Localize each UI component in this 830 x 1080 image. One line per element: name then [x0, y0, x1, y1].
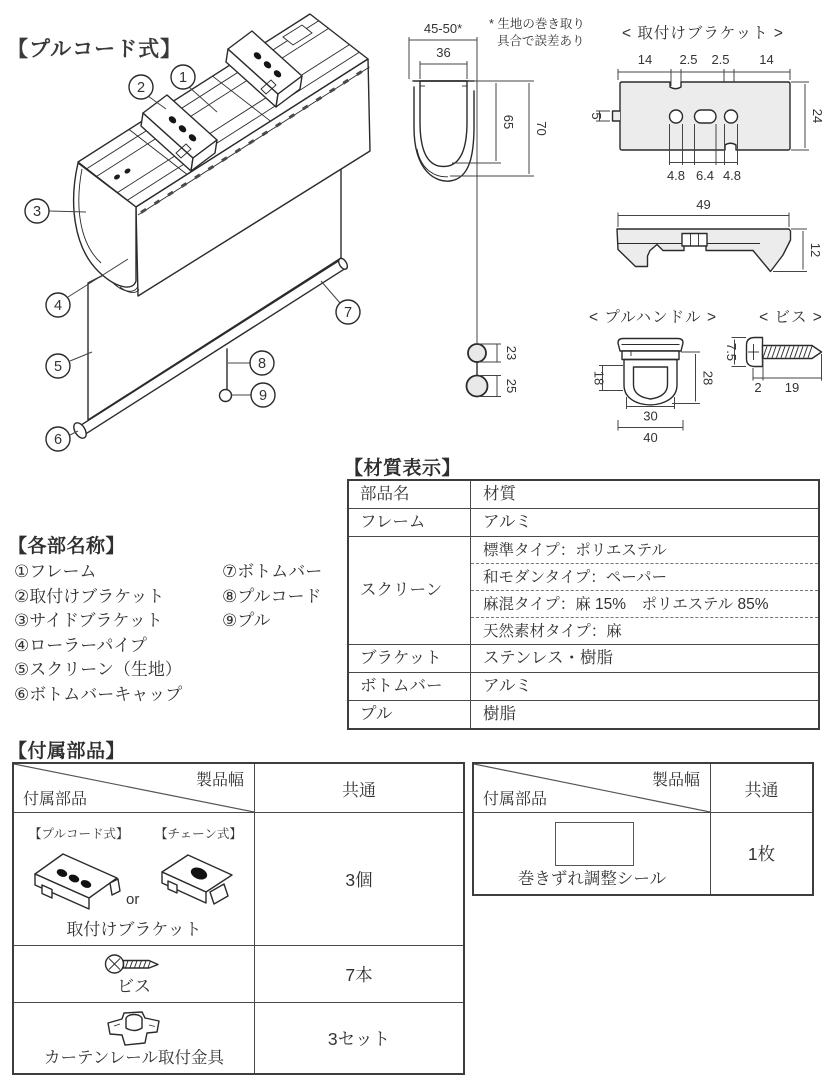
materials-title: 【材質表示】 — [344, 458, 462, 479]
material-value: ステンレス・樹脂 — [470, 645, 818, 672]
header-common: 共通 — [342, 780, 376, 800]
accessory-qty: 3個 — [345, 869, 373, 890]
table-row — [349, 508, 818, 536]
materials-col-material-header: 材質 — [470, 481, 818, 508]
header-product-width: 製品幅 — [651, 772, 700, 789]
accessory-qty: 1枚 — [747, 844, 776, 864]
accessories-title: 【付属部品】 — [8, 741, 126, 762]
callout-6 — [46, 427, 78, 451]
dim-pull-bottom: 25 — [504, 378, 519, 394]
accessory-label: ビス — [117, 977, 151, 996]
materials-table — [347, 479, 820, 730]
dim-h-30: 30 — [643, 408, 658, 424]
pull-handle-title: < プルハンドル > — [588, 309, 718, 326]
callout-3-label: 3 — [32, 204, 42, 220]
accessory-label: 取付けブラケット — [66, 920, 202, 939]
winding-note-line1: * 生地の巻き取り — [489, 17, 585, 31]
dim-b-side-height: 12 — [808, 242, 823, 258]
part-name-item: ⑨プル — [222, 611, 271, 630]
dim-h-40: 40 — [643, 430, 658, 445]
chain-bracket-icon — [152, 847, 240, 911]
dim-inner-width: 36 — [436, 45, 451, 60]
material-part: スクリーン — [360, 581, 443, 599]
bracket-side-tab — [613, 111, 621, 121]
header-product-width: 製品幅 — [195, 772, 244, 789]
bracket-hole-right — [725, 110, 738, 123]
screw-title: < ビス > — [759, 309, 823, 326]
callout-5-label: 5 — [53, 359, 63, 375]
cord-stopper-bottom — [467, 376, 488, 397]
dim-b-25b: 2.5 — [711, 52, 730, 67]
screen-variant: 和モダンタイプ：ペーパー — [471, 563, 818, 590]
bracket-hole-left — [670, 110, 683, 123]
part-names-left-column — [14, 560, 182, 707]
callout-1-label: 1 — [178, 70, 188, 86]
adjustment-sticker-icon — [555, 822, 634, 866]
part-name-item: ⑤スクリーン（生地） — [14, 660, 182, 679]
diagonal-header-cell — [474, 764, 711, 812]
dim-b-height: 24 — [810, 108, 825, 124]
dim-b-64: 6.4 — [695, 168, 715, 183]
accessories-header — [14, 764, 463, 812]
variant-label-pull-cord: 【プルコード式】 — [29, 827, 129, 841]
mounting-bracket-title: < 取付けブラケット > — [622, 25, 784, 42]
materials-header-row — [349, 481, 818, 508]
callout-8-label: 8 — [257, 356, 267, 372]
header-common: 共通 — [744, 780, 779, 800]
dim-h-18: 18 — [591, 370, 607, 386]
part-name-item: ③サイドブラケット — [14, 611, 163, 630]
accessory-qty: 3セット — [327, 1028, 391, 1049]
material-part: ブラケット — [360, 649, 442, 667]
pull-cord-type-title: 【プルコード式】 — [7, 38, 183, 61]
accessory-row-rail-fitting — [14, 1002, 463, 1073]
dim-b-14a: 14 — [637, 52, 653, 67]
accessories-header — [474, 764, 812, 812]
accessory-item-cell — [14, 946, 255, 1002]
dim-overall-width: 45-50* — [423, 21, 463, 36]
accessory-label: 巻きずれ調整シール — [517, 870, 667, 888]
mounting-bracket-drawing — [589, 24, 825, 272]
accessory-item-cell — [474, 813, 711, 894]
part-name-item: ⑦ボトムバー — [222, 562, 323, 581]
accessories-table-right — [472, 762, 814, 896]
table-row — [349, 672, 818, 700]
dim-s-2: 2 — [754, 380, 762, 395]
dim-b-48b: 4.8 — [722, 168, 742, 183]
screen-variant: 麻混タイプ：麻 15% ポリエステル 85% — [471, 590, 818, 617]
table-row — [349, 644, 818, 672]
bracket-slot — [695, 110, 717, 123]
accessory-item-cell — [14, 813, 255, 945]
dim-height-outer: 70 — [534, 121, 549, 136]
accessory-row-sticker — [474, 812, 812, 894]
material-value: アルミ — [470, 673, 818, 700]
pull-cord-bracket-icon — [26, 845, 129, 913]
callout-2-label: 2 — [136, 80, 146, 96]
accessories-table-left — [12, 762, 465, 1075]
accessory-row-bracket — [14, 812, 463, 945]
accessory-qty: 7本 — [345, 964, 373, 985]
dim-s-75: 7.5 — [724, 342, 739, 362]
material-part: プル — [360, 705, 393, 723]
header-accessory-parts: 付属部品 — [23, 791, 88, 808]
accessory-row-screw — [14, 945, 463, 1002]
header-accessory-parts: 付属部品 — [483, 791, 548, 808]
callout-5 — [46, 352, 92, 378]
callout-9-label: 9 — [258, 388, 268, 404]
screen-variants — [470, 537, 818, 644]
screw-drawing — [724, 309, 823, 395]
table-row-screen — [349, 536, 818, 644]
curtain-rail-fitting-icon — [102, 1007, 166, 1049]
winding-note-line2: 具合で誤差あり — [497, 34, 585, 48]
callout-8 — [228, 351, 274, 375]
screen-variant: 天然素材タイプ：麻 — [471, 617, 818, 644]
part-names-title: 【各部名称】 — [8, 536, 126, 557]
materials-col-part-header: 部品名 — [360, 485, 410, 503]
part-name-item: ⑧プルコード — [222, 586, 322, 606]
dim-b-25a: 2.5 — [679, 52, 698, 67]
dim-b-14b: 14 — [759, 52, 774, 67]
table-row — [349, 700, 818, 728]
callout-7-label: 7 — [343, 305, 353, 321]
part-name-item: ①フレーム — [14, 562, 97, 581]
callout-7 — [321, 281, 360, 324]
accessory-label: カーテンレール取付金具 — [44, 1049, 224, 1067]
callout-9 — [232, 383, 275, 407]
or-label: or — [126, 891, 140, 908]
diagonal-header-cell — [14, 764, 255, 812]
material-part: ボトムバー — [360, 677, 443, 695]
part-name-item: ④ローラーパイプ — [14, 635, 147, 655]
callout-6-label: 6 — [53, 432, 63, 448]
accessory-item-cell — [14, 1003, 255, 1073]
material-value: 樹脂 — [470, 701, 818, 728]
part-name-item: ②取付けブラケット — [14, 586, 165, 606]
pull-handle-drawing — [589, 308, 717, 445]
pull-cord — [220, 349, 232, 402]
callout-4-label: 4 — [53, 298, 63, 314]
part-names-right-column — [222, 560, 322, 634]
dim-h-28: 28 — [700, 370, 716, 386]
screen-variant: 標準タイプ：ポリエステル — [483, 541, 667, 559]
material-part: フレーム — [360, 513, 426, 531]
dim-s-19: 19 — [784, 380, 800, 395]
pull-knob — [220, 390, 232, 402]
profile-dimension-drawing — [409, 16, 585, 397]
technical-drawings — [0, 0, 830, 462]
dim-b-side-width: 49 — [696, 197, 711, 212]
frame-profile — [420, 81, 467, 167]
dim-b-48a: 4.8 — [666, 168, 686, 183]
dim-pull-top: 23 — [504, 345, 519, 361]
cord-stopper-top — [468, 344, 486, 362]
part-name-item: ⑥ボトムバーキャップ — [14, 684, 183, 704]
material-value: アルミ — [470, 509, 818, 536]
roller-screen-isometric-drawing — [25, 14, 370, 451]
dim-b-tab: 5 — [589, 112, 604, 120]
variant-label-chain: 【チェーン式】 — [155, 827, 242, 841]
dim-height-inner: 65 — [501, 114, 516, 130]
